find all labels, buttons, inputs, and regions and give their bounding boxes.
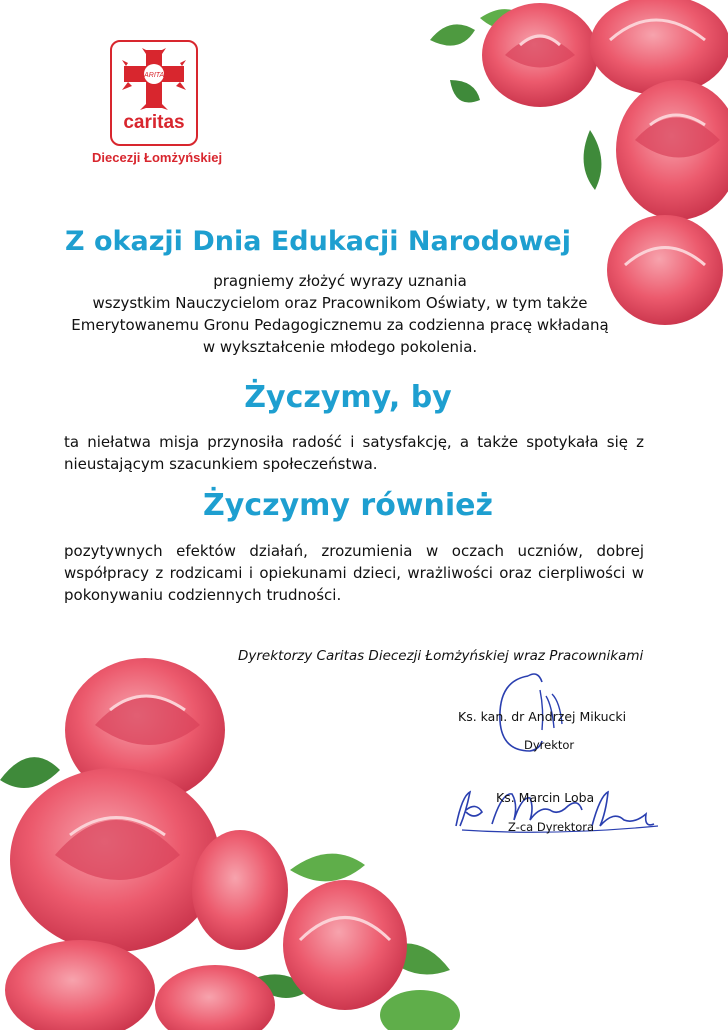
intro-line: pragniemy złożyć wyrazy uznania <box>213 272 467 290</box>
closing-line: Dyrektorzy Caritas Diecezji Łomżyńskiej wraz Pracownikami <box>238 648 644 664</box>
caritas-cross-icon <box>118 48 190 110</box>
main-heading: Z okazji Dnia Edukacji Narodowej <box>65 226 571 257</box>
caritas-logo <box>110 40 198 146</box>
emblem-text: CARITAS <box>139 72 169 79</box>
wish2-heading: Życzymy również <box>203 488 493 523</box>
intro-paragraph <box>60 270 620 358</box>
intro-line: Emerytowanemu Gronu Pedagogicznemu za codzienna pracę wkładaną <box>71 316 609 334</box>
signatory-2-role: Z-ca Dyrektora <box>508 820 595 834</box>
roses-bottom-decoration <box>0 620 460 1030</box>
signatory-1-role: Dyrektor <box>524 738 575 752</box>
wish1-heading: Życzymy, by <box>244 380 452 415</box>
intro-line: wszystkim Nauczycielom oraz Pracownikom Oświaty, w tym także <box>92 294 588 312</box>
intro-line: w wykształcenie młodego pokolenia. <box>202 338 478 356</box>
signatory-2-name: Ks. Marcin Loba <box>496 790 595 805</box>
logo-word: caritas <box>123 112 185 133</box>
signatory-1-name: Ks. kan. dr Andrzej Mikucki <box>458 709 627 724</box>
logo-subtitle: Diecezji Łomżyńskiej <box>92 150 223 165</box>
wish2-paragraph: pozytywnych efektów działań, zrozumienia w oczach uczniów, dobrej współpracy z rodzicami i opiekunami dzieci, wrażliwości oraz cierpliwości w pokonywaniu codziennych trudności. <box>64 542 644 604</box>
wish1-paragraph: ta niełatwa misja przynosiła radość i satysfakcję, a także spotykała się z nieustającym szacunkiem społeczeństwa. <box>64 433 644 473</box>
